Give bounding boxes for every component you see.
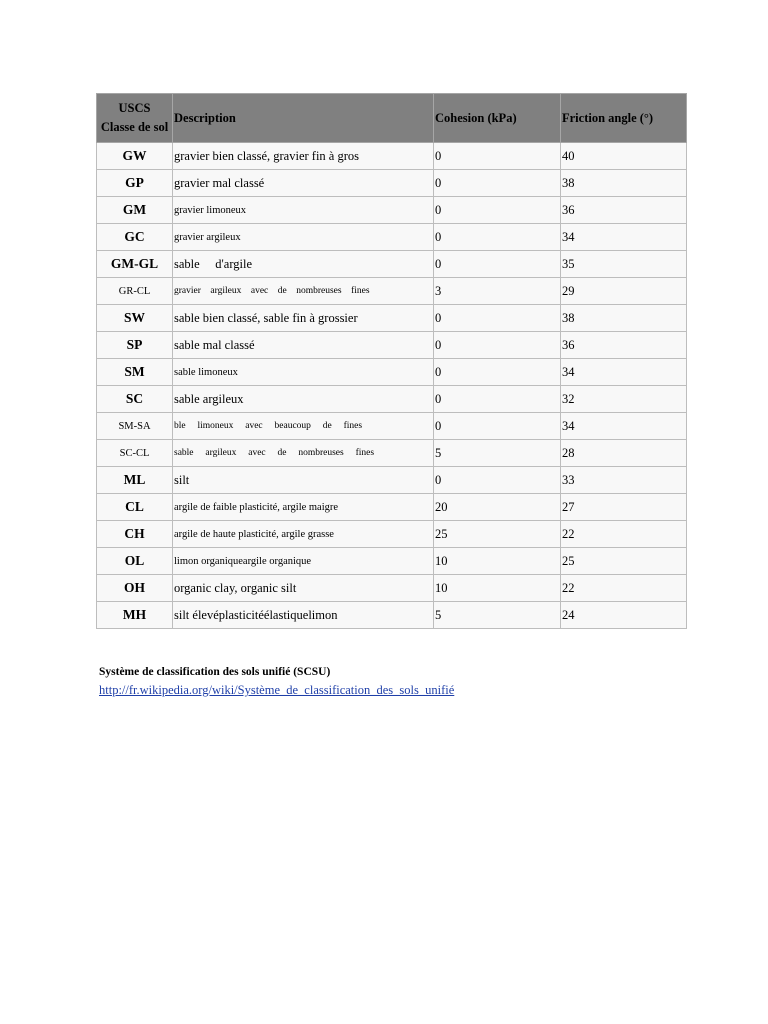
uscs-code-cell: SM-SA [97,413,173,440]
uscs-code-cell: SC [97,386,173,413]
uscs-code-cell: CH [97,521,173,548]
cohesion-cell: 25 [434,521,561,548]
friction-angle-cell: 38 [561,305,687,332]
friction-angle-cell: 34 [561,224,687,251]
friction-angle-cell: 36 [561,332,687,359]
table-row [97,305,687,332]
cohesion-cell: 0 [434,359,561,386]
cohesion-cell: 0 [434,251,561,278]
friction-angle-cell: 24 [561,602,687,629]
cohesion-cell: 0 [434,305,561,332]
description-cell: limon organiqueargile organique [173,548,434,575]
friction-angle-cell: 28 [561,440,687,467]
table-row [97,251,687,278]
uscs-code-cell: SC-CL [97,440,173,467]
description-cell: silt [173,467,434,494]
cohesion-cell: 0 [434,332,561,359]
table-row [97,467,687,494]
cohesion-cell: 3 [434,278,561,305]
description-cell: argile de faible plasticité, argile maigre [173,494,434,521]
description-cell: gravier argileux [173,224,434,251]
friction-angle-cell: 35 [561,251,687,278]
table-row [97,332,687,359]
soil-classification-table [96,93,687,629]
table-body [97,143,687,629]
table-row [97,494,687,521]
table-row [97,224,687,251]
table-row [97,170,687,197]
cohesion-cell: 0 [434,413,561,440]
table-row [97,602,687,629]
uscs-code-cell: SP [97,332,173,359]
table-row [97,521,687,548]
table-row [97,278,687,305]
cohesion-cell: 0 [434,467,561,494]
uscs-code-cell: GC [97,224,173,251]
description-cell: gravier argileux avec de nombreuses fines [173,278,434,305]
uscs-code-cell: GW [97,143,173,170]
uscs-code-cell: GP [97,170,173,197]
description-cell: ble limoneux avec beaucoup de fines [173,413,434,440]
friction-angle-cell: 36 [561,197,687,224]
header-description: Description [173,94,434,143]
description-cell: silt élevéplasticitéélastiquelimon [173,602,434,629]
description-cell: sable argileux avec de nombreuses fines [173,440,434,467]
table-header-row [97,94,687,143]
uscs-code-cell: ML [97,467,173,494]
cohesion-cell: 0 [434,197,561,224]
header-cohesion: Cohesion (kPa) [434,94,561,143]
uscs-code-cell: OL [97,548,173,575]
friction-angle-cell: 40 [561,143,687,170]
header-friction-angle: Friction angle (°) [561,94,687,143]
friction-angle-cell: 34 [561,413,687,440]
friction-angle-cell: 32 [561,386,687,413]
description-cell: sable d'argile [173,251,434,278]
friction-angle-cell: 38 [561,170,687,197]
table-row [97,575,687,602]
table-row [97,143,687,170]
caption: Système de classification des sols unifié (SCSU) [99,666,331,678]
table-row [97,440,687,467]
uscs-code-cell: OH [97,575,173,602]
cohesion-cell: 5 [434,602,561,629]
cohesion-cell: 0 [434,224,561,251]
description-cell: sable argileux [173,386,434,413]
wikipedia-link[interactable]: http://fr.wikipedia.org/wiki/Système_de_classification_des_sols_unifié [99,683,455,697]
header-uscs: USCS Classe de sol [97,94,173,143]
table-row [97,386,687,413]
uscs-code-cell: SW [97,305,173,332]
uscs-code-cell: GM-GL [97,251,173,278]
friction-angle-cell: 25 [561,548,687,575]
description-cell: sable limoneux [173,359,434,386]
description-cell: organic clay, organic silt [173,575,434,602]
table-row [97,359,687,386]
cohesion-cell: 0 [434,386,561,413]
cohesion-cell: 5 [434,440,561,467]
uscs-code-cell: GM [97,197,173,224]
uscs-code-cell: SM [97,359,173,386]
description-cell: argile de haute plasticité, argile grasse [173,521,434,548]
cohesion-cell: 10 [434,575,561,602]
uscs-code-cell: CL [97,494,173,521]
description-cell: gravier limoneux [173,197,434,224]
friction-angle-cell: 27 [561,494,687,521]
friction-angle-cell: 22 [561,575,687,602]
description-cell: sable bien classé, sable fin à grossier [173,305,434,332]
description-cell: sable mal classé [173,332,434,359]
friction-angle-cell: 22 [561,521,687,548]
friction-angle-cell: 33 [561,467,687,494]
cohesion-cell: 20 [434,494,561,521]
cohesion-cell: 10 [434,548,561,575]
uscs-code-cell: GR-CL [97,278,173,305]
cohesion-cell: 0 [434,170,561,197]
table-row [97,548,687,575]
friction-angle-cell: 29 [561,278,687,305]
description-cell: gravier bien classé, gravier fin à gros [173,143,434,170]
table-row [97,413,687,440]
table-row [97,197,687,224]
friction-angle-cell: 34 [561,359,687,386]
uscs-code-cell: MH [97,602,173,629]
description-cell: gravier mal classé [173,170,434,197]
cohesion-cell: 0 [434,143,561,170]
